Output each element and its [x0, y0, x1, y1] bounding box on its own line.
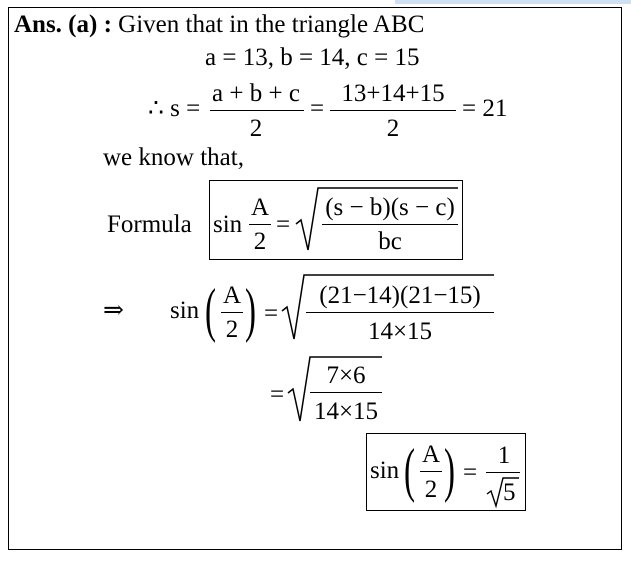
- s-equals: =: [310, 95, 325, 122]
- top-edge-bar: [395, 0, 631, 4]
- step1-half-bar: [221, 312, 243, 313]
- result-fraction-bar: [486, 472, 520, 473]
- formula-radical-bar: [322, 224, 458, 225]
- formula-radical-numerator: (s − b)(s − c): [325, 194, 455, 221]
- step2-radical-denominator: 14×15: [313, 398, 379, 425]
- result-a: A: [421, 441, 441, 468]
- s-numerator-values: 13+14+15: [341, 80, 445, 107]
- formula-label: Formula: [107, 211, 192, 238]
- formula-half-bar: [249, 224, 271, 225]
- step1-left-paren: (: [205, 277, 216, 343]
- s-denominator-values: 2: [386, 115, 400, 142]
- result-sin: sin: [370, 457, 400, 484]
- answer-label: Ans. (a) :: [14, 11, 112, 38]
- answer-heading: [14, 11, 424, 39]
- answer-intro: Given that in the triangle ABC: [118, 11, 425, 38]
- formula-two: 2: [253, 228, 267, 255]
- implies-arrow: ⇒: [103, 297, 124, 324]
- s-result: = 21: [462, 95, 508, 122]
- result-left-paren: (: [404, 437, 415, 503]
- therefore-s: ∴ s =: [148, 95, 201, 122]
- formula-sin: sin: [213, 211, 243, 238]
- formula-equals: =: [276, 211, 291, 238]
- s-fraction-bar-values: [330, 110, 456, 111]
- result-half-bar: [420, 471, 442, 472]
- result-equals: =: [463, 459, 478, 486]
- step2-radical-bar: [310, 392, 382, 393]
- step1-sin: sin: [170, 297, 200, 324]
- s-fraction-bar-symbolic: [210, 110, 304, 111]
- step1-two: 2: [225, 316, 239, 343]
- step1-a: A: [222, 282, 242, 309]
- step1-radical-numerator: (21−14)(21−15): [319, 282, 481, 309]
- step2-equals: =: [270, 381, 285, 408]
- step2-radical-numerator: 7×6: [326, 362, 366, 389]
- we-know-text: we know that,: [103, 144, 244, 171]
- step1-radical-bar: [306, 312, 494, 313]
- given-values: a = 13, b = 14, c = 15: [205, 44, 420, 71]
- formula-a: A: [250, 194, 270, 221]
- formula-radical-denominator: bc: [378, 228, 402, 255]
- result-denominator: 5: [503, 479, 516, 506]
- result-two: 2: [424, 476, 438, 503]
- result-right-paren: ): [444, 437, 455, 503]
- s-denominator-symbolic: 2: [249, 115, 263, 142]
- step1-right-paren: ): [245, 277, 256, 343]
- step1-radical-denominator: 14×15: [367, 318, 433, 345]
- result-numerator: 1: [497, 442, 511, 469]
- step1-equals: =: [264, 300, 279, 327]
- s-numerator-symbolic: a + b + c: [212, 80, 300, 107]
